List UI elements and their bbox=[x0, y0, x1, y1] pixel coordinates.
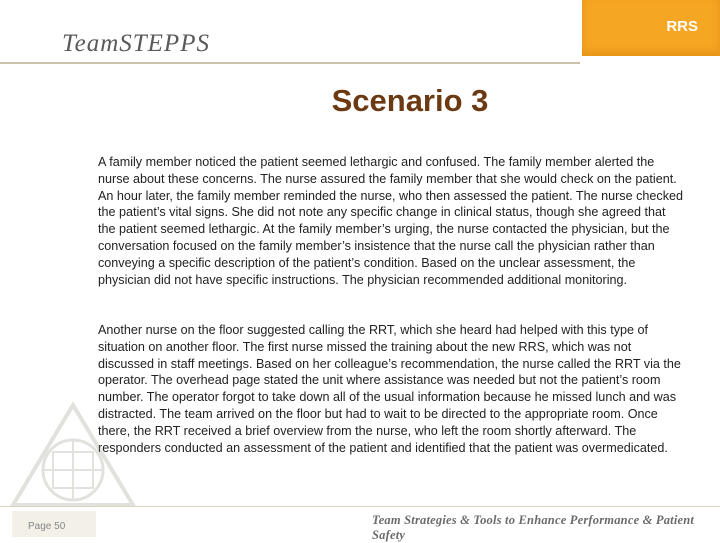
page-number: Page 50 bbox=[28, 521, 66, 532]
scenario-paragraph-1: A family member noticed the patient seemed lethargic and confused. The family member alerted the nurse about these concerns. The nurse assured the family member that she would check on the patient. An hour later, the family member reminded the nurse, who then assessed the patient. The nurse checked the patient’s vital signs. She did not note any specific change in clinical status, though she agreed that the patient seemed lethargic. At the family member’s urging, the nurse contacted the physician, but the conversation focused on the family member’s insistence that the nurse call the physician rather than conveying a specific description of the patient’s condition. Based on the unclear assessment, the physician did not have specific instructions. The physician recommended additional monitoring. bbox=[98, 155, 684, 287]
slide-title: Scenario 3 bbox=[331, 83, 489, 118]
header-divider bbox=[0, 62, 580, 64]
section-badge bbox=[582, 0, 720, 56]
teamstepps-watermark-icon bbox=[8, 400, 138, 510]
footer-divider bbox=[0, 506, 720, 507]
scenario-paragraph-2: Another nurse on the floor suggested calling the RRT, which she heard had helped with this type of situation on another floor. The first nurse missed the training about the new RRS, which was not discussed in staff meetings. Based on her colleague’s recommendation, the nurse called the RRT via the operator. The overhead page stated the unit where assistance was needed but not the patient’s room number. The operator forgot to take down all of the usual information because he missed lunch and was distracted. The team arrived on the floor but had to wait to be directed to the appropriate room. Once there, the RRT received a brief overview from the nurse, who left the room shortly afterward. The responders conducted an assessment of the patient and identified that the patient was overmedicated. bbox=[98, 323, 681, 455]
section-badge-label: RRS bbox=[666, 18, 698, 35]
footer-tagline: Team Strategies & Tools to Enhance Performance & Patient Safety bbox=[372, 513, 695, 542]
teamstepps-logo: TeamSTEPPS bbox=[62, 30, 210, 57]
